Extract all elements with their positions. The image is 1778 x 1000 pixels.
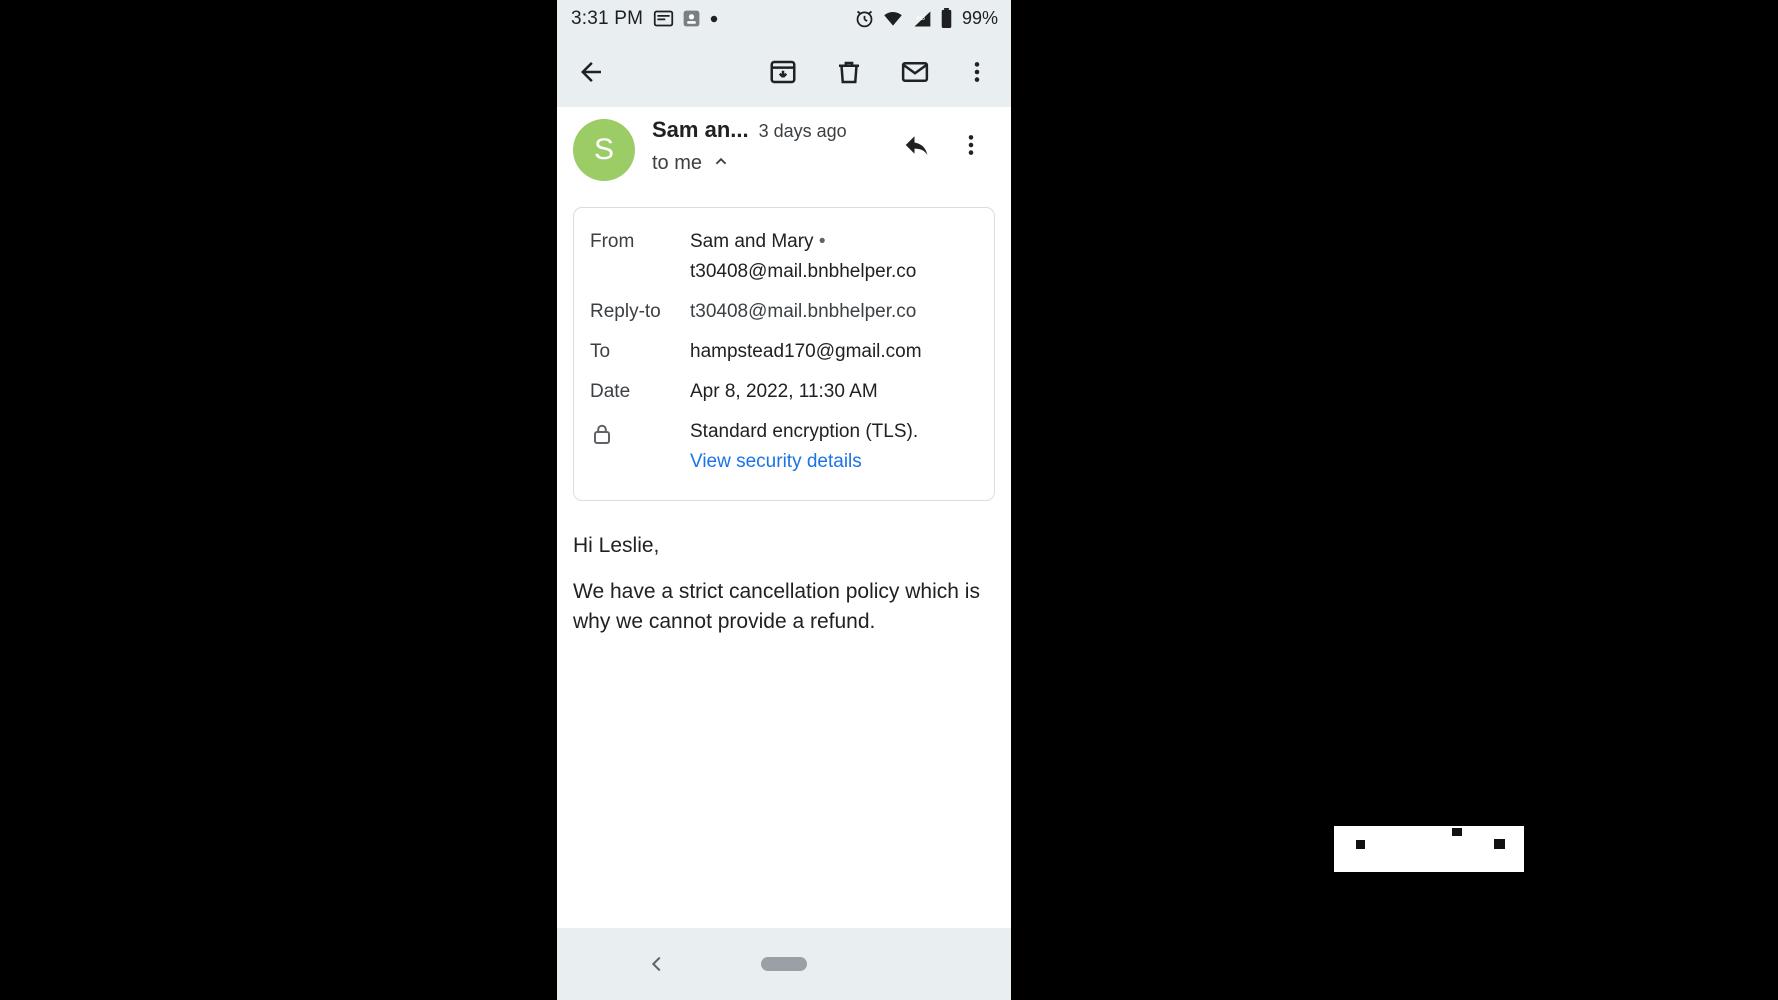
detail-row-security: [574, 412, 994, 482]
phone-screenshot: [557, 0, 1011, 1000]
watermark-box: [1334, 826, 1524, 872]
signal-4g-icon: [911, 9, 933, 29]
body-paragraph: We have a strict cancellation policy which is why we cannot provide a refund.: [573, 580, 980, 633]
more-vertical-icon: [958, 132, 984, 158]
date-label: Date: [590, 381, 631, 402]
reply-button[interactable]: [891, 119, 943, 171]
system-back-button[interactable]: [635, 942, 679, 986]
trash-icon: [834, 57, 864, 87]
to-value: hampstead170@gmail.com: [690, 341, 922, 362]
archive-button[interactable]: [757, 46, 809, 98]
recipient-row[interactable]: [652, 150, 891, 177]
alarm-icon: [854, 8, 875, 29]
status-notification-icons: [653, 8, 719, 29]
reply-to-label: Reply-to: [590, 301, 661, 322]
security-value: [690, 417, 918, 477]
detail-row-to: [574, 332, 994, 372]
from-value: [690, 227, 978, 287]
sender-name[interactable]: Sam an...: [652, 117, 749, 142]
message-details-card: [573, 207, 995, 501]
security-text: Standard encryption (TLS).: [690, 421, 919, 442]
app-icon: [681, 8, 702, 29]
message-body: [557, 501, 1011, 928]
system-navigation-bar: [557, 928, 1011, 1000]
lock-icon: [590, 417, 690, 477]
sender-info: [652, 117, 891, 177]
wifi-icon: [882, 9, 904, 29]
sender-line: [652, 117, 891, 143]
mark-unread-button[interactable]: [889, 46, 941, 98]
more-vertical-icon: [964, 59, 990, 85]
battery-icon: [940, 8, 953, 29]
watermark-dot: [1494, 839, 1505, 849]
from-separator: •: [818, 231, 826, 252]
from-label: From: [590, 231, 635, 252]
recipient-label: to me: [652, 152, 703, 174]
from-name: Sam and Mary: [690, 231, 814, 252]
toolbar-more-button[interactable]: [951, 46, 1003, 98]
reply-to-value: t30408@mail.bnbhelper.co: [690, 301, 917, 322]
to-label: To: [590, 341, 611, 362]
status-system-icons: [854, 8, 998, 29]
delete-button[interactable]: [823, 46, 875, 98]
envelope-icon: [900, 57, 930, 87]
detail-row-date: [574, 372, 994, 412]
body-greeting: Hi Leslie,: [573, 534, 660, 557]
avatar: S: [573, 119, 635, 181]
home-pill[interactable]: [761, 957, 807, 971]
message-header: [557, 107, 1011, 189]
back-arrow-icon: [576, 57, 606, 87]
status-clock: 3:31 PM: [571, 7, 644, 29]
date-value: Apr 8, 2022, 11:30 AM: [690, 381, 878, 402]
watermark-dot: [1452, 828, 1462, 836]
message-timestamp: 3 days ago: [758, 121, 847, 141]
dot-icon: [709, 14, 719, 24]
messaging-icon: [653, 8, 674, 29]
status-bar: [557, 0, 1011, 37]
detail-row-from: [574, 222, 994, 292]
battery-percent: 99%: [961, 8, 998, 28]
svg-text:4G: 4G: [916, 14, 926, 22]
message-more-button[interactable]: [945, 119, 997, 171]
back-button[interactable]: [565, 46, 617, 98]
reply-icon: [902, 130, 932, 160]
archive-icon: [768, 57, 798, 87]
chevron-left-icon: [646, 949, 668, 979]
chevron-up-icon[interactable]: [710, 150, 732, 177]
watermark-dot: [1356, 840, 1365, 849]
app-toolbar: [557, 37, 1011, 107]
from-email: t30408@mail.bnbhelper.co: [690, 261, 917, 282]
message-actions: [891, 119, 997, 171]
detail-row-reply-to: [574, 292, 994, 332]
view-security-details-link[interactable]: View security details: [690, 451, 862, 472]
